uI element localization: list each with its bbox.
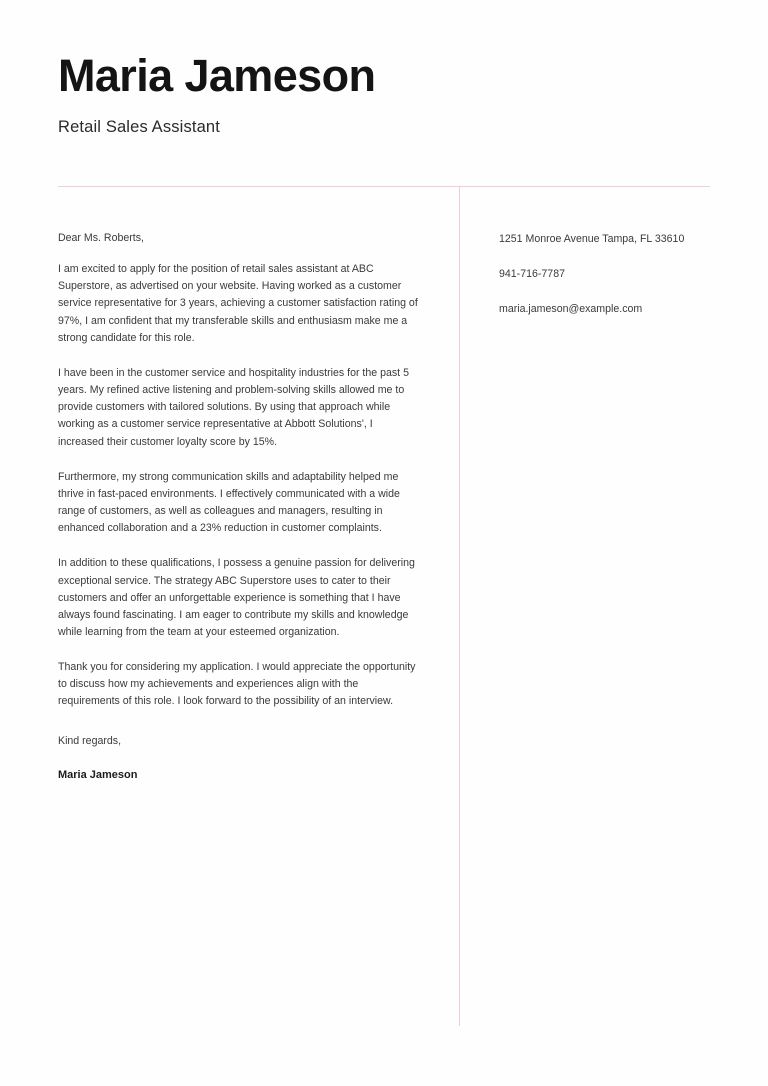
salutation: Dear Ms. Roberts, xyxy=(58,232,144,244)
letter-header xyxy=(58,52,718,137)
letter-paragraph: I have been in the customer service and hospitality industries for the past 5 years. My refined active listening and problem-solving skills allowed me to provide customers with tailored solutions. By using that approach while working as a customer service representative at Abbott Solutions', I increased their customer loyalty score by 15%. xyxy=(58,366,409,448)
contact-email[interactable]: maria.jameson@example.com xyxy=(499,302,643,315)
letter-body xyxy=(58,230,420,785)
vertical-divider xyxy=(459,186,460,1026)
letter-paragraph: I am excited to apply for the position of retail sales assistant at ABC Superstore, as advertised on your website. Having worked as a customer service representative for 3 years, achieving a customer satisfaction rating of 97%, I am confident that my transferable skills and enthusiasm make me a strong candidate for this role. xyxy=(58,263,418,344)
signature-name: Maria Jameson xyxy=(58,768,138,781)
page-title: Maria Jameson xyxy=(58,50,376,101)
horizontal-divider xyxy=(58,186,710,187)
contact-address: 1251 Monroe Avenue Tampa, FL 33610 xyxy=(499,233,685,245)
contact-phone[interactable]: 941-716-7787 xyxy=(499,267,565,280)
letter-paragraph: In addition to these qualifications, I possess a genuine passion for delivering exceptional service. The strategy ABC Superstore uses to cater to their customers and offer an unforgettable experience is something that I have always found fascinating. I am eager to contribute my skills and knowledge while learning from the team at your esteemed organization. xyxy=(58,557,415,638)
letter-paragraph: Furthermore, my strong communication skills and adaptability helped me thrive in fast-paced environments. I effectively communicated with a wide range of customers, as well as colleagues and managers, resulting in enhanced collaboration and a 23% reduction in customer complaints. xyxy=(58,470,400,535)
job-title: Retail Sales Assistant xyxy=(58,117,220,136)
closing-line: Kind regards, xyxy=(58,734,122,747)
contact-column xyxy=(499,231,729,318)
letter-paragraph: Thank you for considering my application. I would appreciate the opportunity to discuss how my achievements and experiences align with the requirements of this role. I look forward to the possibility of an interview. xyxy=(58,661,416,708)
